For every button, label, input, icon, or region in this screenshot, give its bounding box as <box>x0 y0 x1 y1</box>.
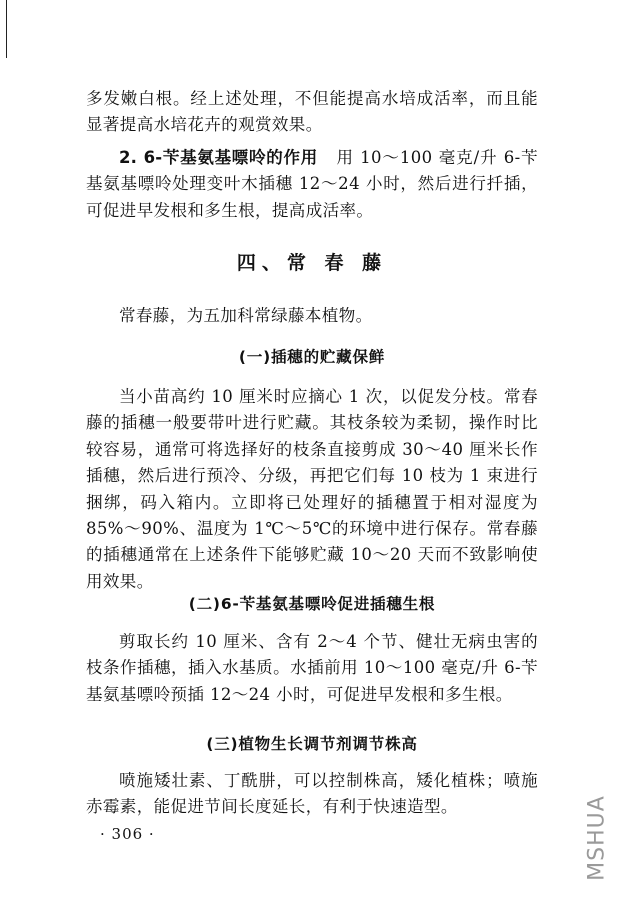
subsection-3-paragraph: 喷施矮壮素、丁酰肼，可以控制株高，矮化植株；喷施赤霉素，能促进节间长度延长，有利于快速造型。 <box>86 771 538 817</box>
page-edge-line <box>6 0 7 58</box>
intro-paragraph: 常春藤，为五加科常绿藤本植物。 <box>119 306 373 325</box>
item-2-text: 用 10～100 毫克/升 6-苄基氨基嘌呤处理变叶木插穗 12～24 小时，然后进行扦插，可促进早发根和多生根，提高成活率。 <box>86 148 538 220</box>
section-title: 四、常 春 藤 <box>236 252 388 274</box>
watermark <box>584 790 610 886</box>
subsection-2-paragraph: 剪取长约 10 厘米、含有 2～4 个节、健壮无病虫害的枝条作插穗，插入水基质。水插前用 10～100 毫克/升 6-苄基氨基嘌呤预插 12～24 小时，可促进早发根和多生根。 <box>86 632 538 704</box>
subsection-1-heading: (一)插穗的贮藏保鲜 <box>238 348 386 366</box>
item-2-lead: 2. 6-苄基氨基嘌呤的作用 <box>119 148 318 167</box>
page-number: · 306 · <box>100 825 155 843</box>
continued-paragraph: 多发嫩白根。经上述处理，不但能提高水培成活率，而且能显著提高水培花卉的观赏效果。 <box>86 89 538 135</box>
item-2-paragraph <box>86 145 538 224</box>
subsection-1-paragraph: 当小苗高约 10 厘米时应摘心 1 次，以促发分枝。常春藤的插穗一般要带叶进行贮藏。其枝条较为柔韧，操作时比较容易，通常可将选择好的枝条直接剪成 30～40 厘米长作插穗，然后进行预冷、分级，再把它们每 10 枝为 1 束进行捆绑，码入箱内。立即将已处理好的插穗置于相对湿度为 85%～90%、温度为 1℃～5℃的环境中进行保存。常春藤的插穗通常在上述条件下能够贮藏 10～20 天而不致影响使用效果。 <box>86 387 538 591</box>
subsection-2-heading: (二)6-苄基氨基嘌呤促进插穗生根 <box>188 595 436 613</box>
subsection-3-heading: (三)植物生长调节剂调节株高 <box>206 735 418 753</box>
watermark-text: MSHUA <box>584 795 610 881</box>
